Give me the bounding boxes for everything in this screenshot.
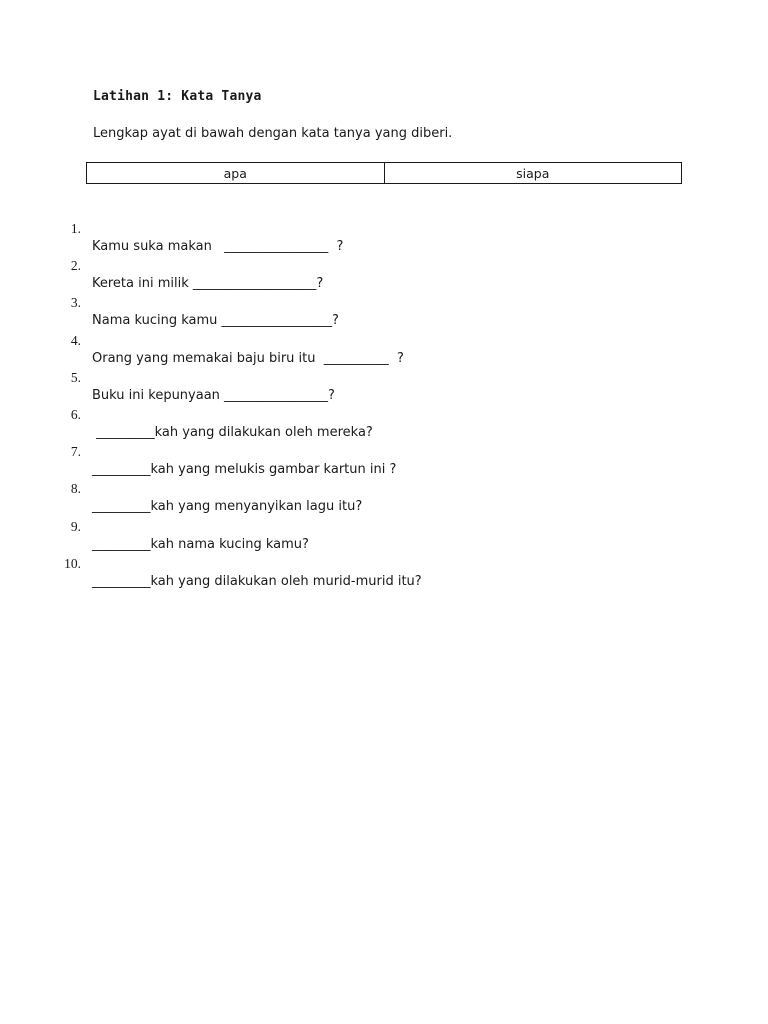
question-text: Nama kucing kamu _________________? xyxy=(92,313,339,329)
question-number: 1. xyxy=(70,221,81,236)
question-text: Buku ini kepunyaan ________________? xyxy=(92,387,335,403)
question-number: 2. xyxy=(70,258,81,274)
exercise-title: Latihan 1: Kata Tanya xyxy=(93,89,262,104)
question-text: Kereta ini milik ___________________? xyxy=(92,276,324,292)
question-text: _________kah yang melukis gambar kartun ini ? xyxy=(92,462,397,478)
question-number: 10. xyxy=(64,555,81,571)
word-bank-cell-apa: apa xyxy=(223,165,247,181)
question-item xyxy=(0,202,344,254)
question-text: Orang yang memakai baju biru itu __________ ? xyxy=(92,350,404,366)
question-number: 6. xyxy=(70,406,81,422)
question-number: 3. xyxy=(70,295,81,311)
question-number: 4. xyxy=(70,332,81,348)
question-list xyxy=(0,202,422,589)
question-number: 8. xyxy=(70,481,81,497)
question-text: _________kah yang dilakukan oleh murid-murid itu? xyxy=(92,573,422,589)
question-text: _________kah nama kucing kamu? xyxy=(92,536,309,552)
word-bank-table xyxy=(86,162,682,184)
exercise-instruction: Lengkap ayat di bawah dengan kata tanya yang diberi. xyxy=(93,126,453,141)
question-number: 5. xyxy=(70,369,81,385)
question-text: _________kah yang dilakukan oleh mereka? xyxy=(92,424,373,440)
question-number: 9. xyxy=(70,518,81,534)
word-bank-cell-siapa: siapa xyxy=(384,163,682,183)
question-text: _________kah yang menyanyikan lagu itu? xyxy=(92,499,363,515)
question-number: 7. xyxy=(70,444,81,460)
question-text: Kamu suka makan ________________ ? xyxy=(92,239,344,254)
